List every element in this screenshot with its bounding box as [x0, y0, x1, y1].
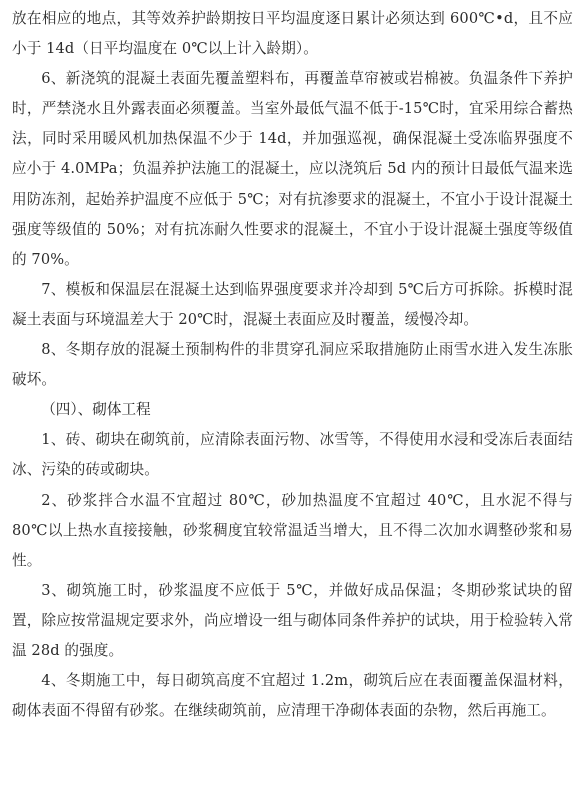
paragraph-masonry-3: 3、砌筑施工时，砂浆温度不应低于 5℃，并做好成品保温；冬期砂浆试块的留置，除应按常温规定要求外，尚应增设一组与砌体同条件养护的试块，用于检验转入常温 28d 的强度。	[12, 581, 573, 659]
paragraph-masonry-4: 4、冬期施工中，每日砌筑高度不宜超过 1.2m，砌筑后应在表面覆盖保温材料，砌体表面不得留有砂浆。在继续砌筑前，应清理干净砌体表面的杂物，然后再施工。	[12, 672, 573, 720]
paragraph-masonry-2: 2、砂浆拌合水温不宜超过 80℃，砂加热温度不宜超过 40℃，且水泥不得与 80℃以上热水直接接触，砂浆稠度宜较常温适当增大，且不得二次加水调整砂浆和易性。	[12, 491, 573, 569]
paragraph-item-6: 6、新浇筑的混凝土表面先覆盖塑料布，再覆盖草帘被或岩棉被。负温条件下养护时，严禁浇水且外露表面必须覆盖。当室外最低气温不低于-15℃时，宜采用综合蓄热法，同时采用暖风机加热保温不少于 14d，并加强巡视，确保混凝土受冻临界强度不应小于 4.0MPa；负温养护法施工的混凝土，应以浇筑后 5d 内的预计日最低气温来选用防冻剂，起始养护温度不应低于 5℃；对有抗渗要求的混凝土，不宜小于设计混凝土强度等级值的 50%；对有抗冻耐久性要求的混凝土，不宜小于设计混凝土强度等级值的 70%。	[12, 70, 573, 268]
paragraph-item-7: 7、模板和保温层在混凝土达到临界强度要求并冷却到 5℃后方可拆除。拆模时混凝土表面与环境温差大于 20℃时，混凝土表面应及时覆盖，缓慢冷却。	[12, 280, 573, 328]
paragraph-masonry-1: 1、砖、砌块在砌筑前，应清除表面污物、冰雪等，不得使用水浸和受冻后表面结冰、污染的砖或砌块。	[12, 431, 573, 479]
paragraph-item-8: 8、冬期存放的混凝土预制构件的非贯穿孔洞应采取措施防止雨雪水进入发生冻胀破坏。	[12, 341, 573, 389]
paragraph-continuation: 放在相应的地点，其等效养护龄期按日平均温度逐日累计必须达到 600℃•d，且不应小于 14d（日平均温度在 0℃以上计入龄期）。	[12, 10, 573, 58]
section-heading-masonry: （四）、砌体工程	[41, 401, 151, 419]
